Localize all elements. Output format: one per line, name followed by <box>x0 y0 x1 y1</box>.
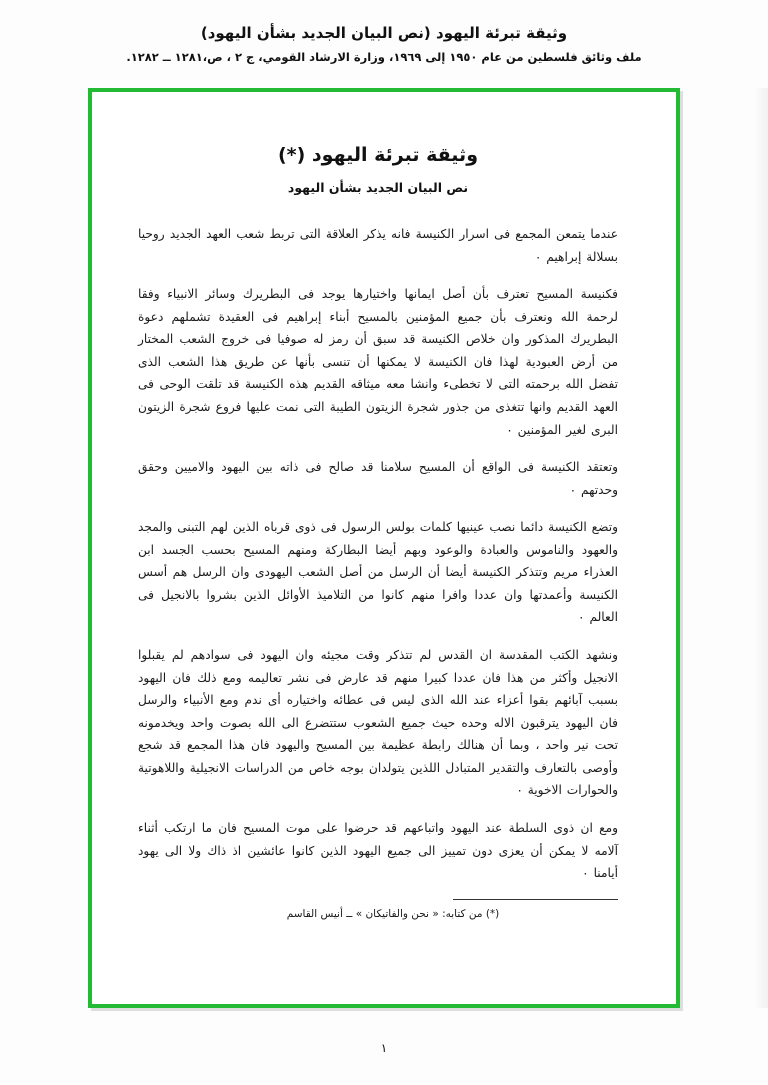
body-text <box>138 223 618 885</box>
document-content <box>92 144 676 922</box>
header-source-line: ملف وثائق فلسطين من عام ١٩٥٠ إلى ١٩٦٩، وزارة الارشاد القومي، ج ٢ ، ص،١٢٨١ ــ ١٢٨٢. <box>126 50 642 64</box>
page-number: ١ <box>380 1041 388 1055</box>
green-border-frame <box>88 88 680 1008</box>
footnote-divider <box>453 899 618 900</box>
header-title: وثيقة تبرئة اليهود (نص البيان الجديد بشأن اليهود) <box>200 24 568 42</box>
paragraph: وتعتقد الكنيسة فى الواقع أن المسيح سلامنا قد صالح فى ذاته بين اليهود والاميين وحقق وحدتهم ٠ <box>138 460 618 497</box>
title-block <box>138 144 618 195</box>
paragraph: عندما يتمعن المجمع فى اسرار الكنيسة فانه يذكر العلاقة التى تربط شعب العهد الجديد روحيا بسلالة إبراهيم ٠ <box>138 227 618 264</box>
scan-edge-shading <box>754 88 768 1008</box>
footnote: (*) من كتابه: « نحن والفاتيكان » ــ أنيس القاسم <box>286 907 500 920</box>
paragraph: ومع ان ذوى السلطة عند اليهود واتباعهم قد حرضوا على موت المسيح فان ما ارتكب أثناء آلامه لا يمكن أن يعزى دون تمييز الى جميع اليهود الذين كانوا عائشين اذ ذاك ولا الى يهود أيامنا ٠ <box>138 820 618 881</box>
paragraph: وتضع الكنيسة دائما نصب عينيها كلمات بولس الرسول فى ذوى قرباه الذين لهم التبنى والمجد والعهود والناموس والعبادة والوعود وبهم أيضا البطاركة ومنهم المسيح بحسب الجسد ابن العذراء مريم وتتذكر الكنيسة أيضا أن الرسل من أصل الشعب اليهودى وان الرسل هم أسس الكنيسة وأعمدتها وان عددا وافرا منهم كانوا من التلاميذ الأوائل الذين بشروا بالانجيل فى العالم ٠ <box>138 520 618 625</box>
paragraph: فكنيسة المسيح تعترف بأن أصل ايمانها واختيارها يوجد فى البطريرك وسائر الانبياء وفقا لرحمة الله ونعترف بأن جميع المؤمنين بالمسيح أبناء إبراهيم فى العقيدة تشملهم دعوة البطريرك المذكور وان خلاص الكنيسة قد سبق أن رمز له صوفيا فى خروج الشعب المختار من أرض العبودية لهذا فان الكنيسة لا يمكنها أن تنسى بأنها عن طريق هذا الشعب الذى تفضل الله برحمته التى لا تخطىء وانشا معه ميثاقه القديم هذه الكنيسة قد تلقت الوحى فى العهد القديم وانها تتغذى من جذور شجرة الزيتون الطيبة التى نمت عليها فروع شجرة الزيتون البرى لغير المؤمنين ٠ <box>138 287 618 437</box>
paragraph: ونشهد الكتب المقدسة ان القدس لم تتذكر وقت مجيئه وان اليهود فى سوادهم لم يقبلوا الانجيل وأكثر من هذا فان عددا كبيرا منهم قد عارض فى نشر تعاليمه ومع ذلك فان اليهود بسبب آبائهم بقوا أعزاء عند الله الذى ليس فى عطائه واختياره أى ندم ومع الأنبياء والرسل فان اليهود يترقبون الاله وحده حيث جميع الشعوب ستتضرع الى الله بصوت واحد ويخدمونه تحت نير واحد ، وبما أن هنالك رابطة عظيمة بين المسيح واليهود فان هذا المجمع قد شجع وأوصى بالتعارف والتقدير المتبادل اللذين يتولدان بوجه خاص من الدراسات الانجيلية واللاهوتية والحوارات الاخوية ٠ <box>138 648 618 798</box>
page-title: وثيقة تبرئة اليهود (*) <box>277 144 479 166</box>
frame-inner <box>92 92 676 1004</box>
document-header <box>0 24 768 64</box>
page-subtitle: نص البيان الجديد بشأن اليهود <box>287 180 469 195</box>
